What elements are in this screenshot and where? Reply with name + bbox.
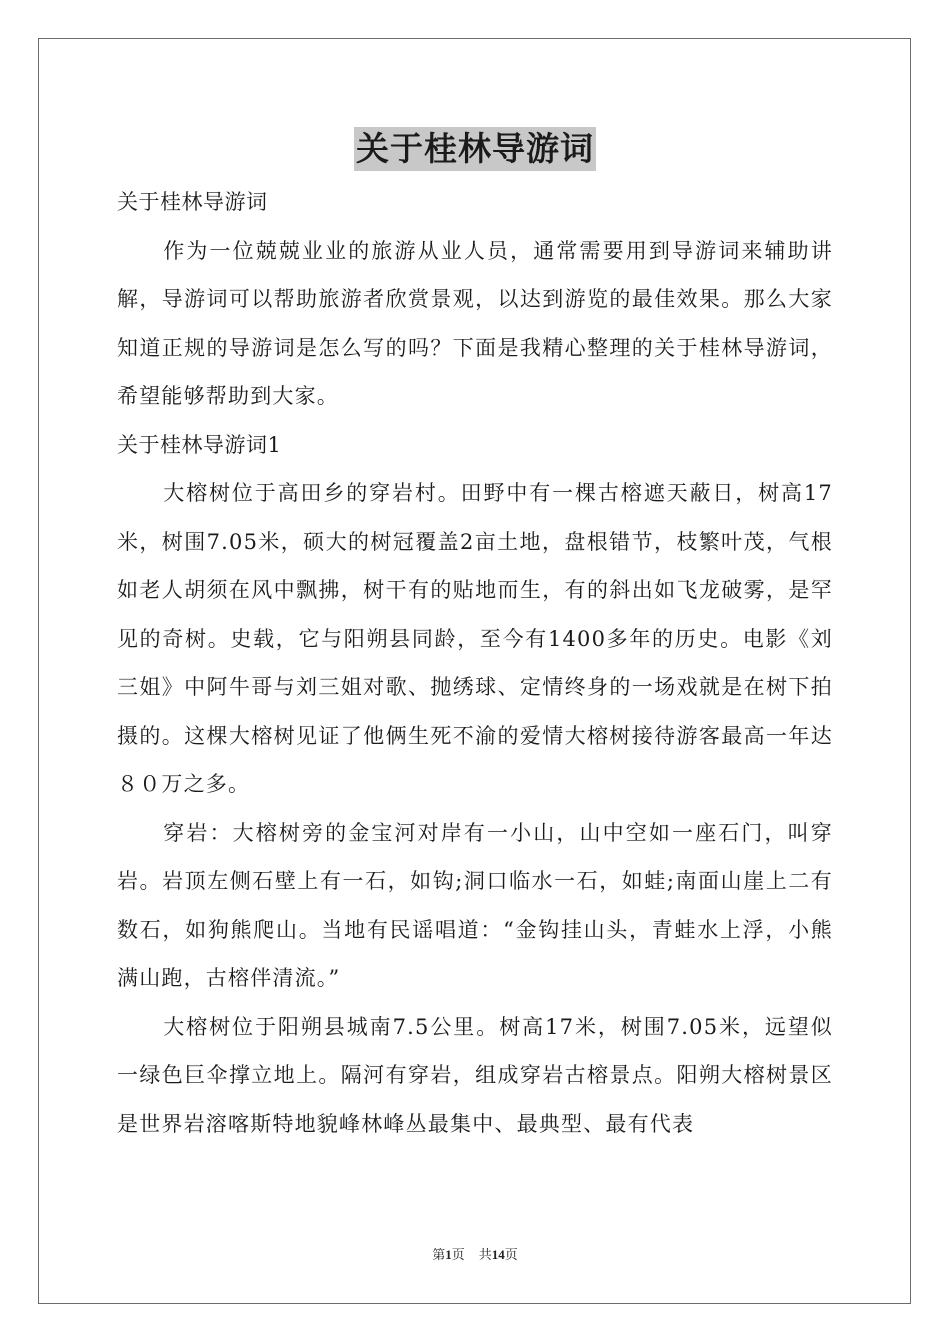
section-heading-1: 关于桂林导游词1 bbox=[117, 432, 282, 457]
footer-total-suffix: 页 bbox=[504, 1247, 518, 1262]
body-paragraph-2: 穿岩：大榕树旁的金宝河对岸有一小山，山中空如一座石门，叫穿岩。岩顶左侧石壁上有一石，如钩;洞口临水一石，如蛙;南面山崖上二有数石，如狗熊爬山。当地有民谣唱道：“金钩挂山头，青蛙水上浮，小熊满山跑，古榕伴清流。” bbox=[117, 820, 833, 990]
document-title bbox=[0, 127, 950, 171]
body-paragraph-3: 大榕树位于阳朔县城南7.5公里。树高17米，树围7.05米，远望似一绿色巨伞撑立地上。隔河有穿岩，组成穿岩古榕景点。阳朔大榕树景区是世界岩溶喀斯特地貌峰林峰丛最集中、最典型、最有代表 bbox=[117, 1014, 833, 1136]
footer-page-prefix: 第 bbox=[432, 1247, 446, 1262]
intro-heading: 关于桂林导游词 bbox=[117, 190, 268, 214]
footer-page-current: 1 bbox=[445, 1247, 452, 1262]
footer-total-prefix: 共 bbox=[478, 1247, 492, 1262]
document-title-text: 关于桂林导游词 bbox=[354, 127, 596, 171]
intro-paragraph: 作为一位兢兢业业的旅游从业人员，通常需要用到导游词来辅助讲解，导游词可以帮助旅游者欣赏景观，以达到游览的最佳效果。那么大家知道正规的导游词是怎么写的吗？下面是我精心整理的关于桂林导游词，希望能够帮助到大家。 bbox=[117, 238, 833, 408]
document-body bbox=[117, 178, 833, 1148]
body-paragraph-1: 大榕树位于高田乡的穿岩村。田野中有一棵古榕遮天蔽日，树高17米，树围7.05米，硕大的树冠覆盖2亩土地，盘根错节，枝繁叶茂，气根如老人胡须在风中飘拂，树干有的贴地而生，有的斜出如飞龙破雾，是罕见的奇树。史载，它与阳朔县同龄，至今有1400多年的历史。电影《刘三姐》中阿牛哥与刘三姐对歌、抛绣球、定情终身的一场戏就是在树下拍摄的。这棵大榕树见证了他俩生死不渝的爱情大榕树接待游客最高一年达８０万之多。 bbox=[117, 481, 833, 796]
footer-page-total: 14 bbox=[491, 1247, 505, 1262]
page-footer bbox=[0, 1244, 950, 1263]
footer-page-mid: 页 bbox=[451, 1247, 465, 1262]
